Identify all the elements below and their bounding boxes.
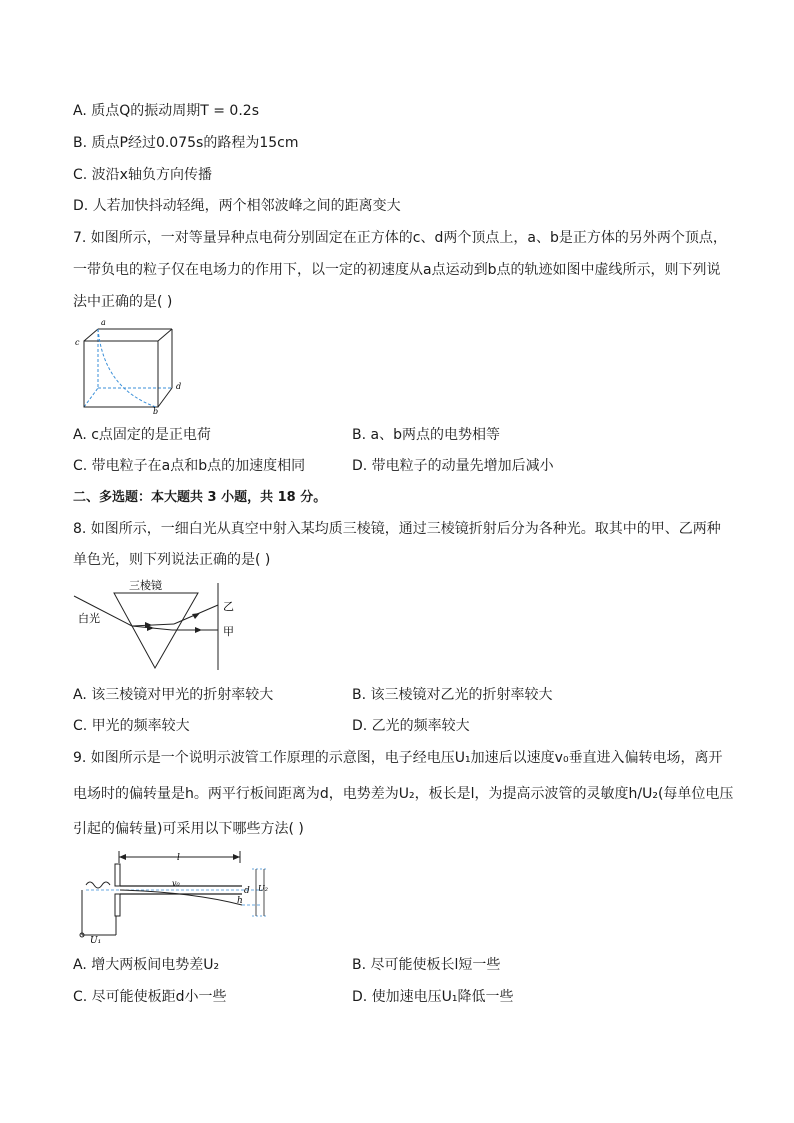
q7-stem-line2: 一带负电的粒子仅在电场力的作用下，以一定的初速度从a点运动到b点的轨迹如图中虚线所示，则下列说 (73, 262, 721, 278)
q9-label-u2: U₂ (258, 884, 268, 893)
q6-option-b: B. 质点P经过0.075s的路程为15cm (73, 135, 299, 151)
q6-option-d: D. 人若加快抖动轻绳，两个相邻波峰之间的距离变大 (73, 198, 401, 214)
q7-option-d: D. 带电粒子的动量先增加后减小 (352, 458, 554, 474)
q8-option-b: B. 该三棱镜对乙光的折射率较大 (352, 687, 553, 703)
q9-stem-line1: 9. 如图所示是一个说明示波管工作原理的示意图，电子经电压U₁加速后以速度v₀垂直进入偏转电场，离开 (73, 750, 723, 766)
q9-oscilloscope-figure (72, 847, 272, 947)
q9-label-u1: U₁ (90, 936, 102, 946)
q7-label-b: b (153, 407, 159, 415)
q9-label-l: l (177, 853, 180, 863)
q7-option-b: B. a、b两点的电势相等 (352, 427, 500, 443)
q8-option-d: D. 乙光的频率较大 (352, 718, 470, 734)
q7-stem-line1: 7. 如图所示，一对等量异种点电荷分别固定在正方体的c、d两个顶点上，a、b是正方体的另外两个顶点， (73, 230, 727, 246)
q7-stem-line3: 法中正确的是( ) (73, 294, 173, 310)
section-heading-multiple-choice: 二、多选题：本大题共 3 小题，共 18 分。 (73, 490, 327, 505)
q6-option-c: C. 波沿x轴负方向传播 (73, 167, 212, 183)
q8-label-prism: 三棱镜 (129, 579, 162, 592)
q9-option-b: B. 尽可能使板长l短一些 (352, 957, 501, 973)
q9-stem-line3: 引起的偏转量)可采用以下哪些方法( ) (73, 821, 304, 837)
q7-label-d: d (176, 382, 182, 391)
q7-cube-figure (72, 315, 192, 415)
q9-option-c: C. 尽可能使板距d小一些 (73, 989, 227, 1005)
q9-option-a: A. 增大两板间电势差U₂ (73, 957, 220, 973)
q7-label-c: c (75, 338, 80, 347)
q8-stem-line2: 单色光，则下列说法正确的是( ) (73, 552, 271, 568)
q8-label-yi: 乙 (223, 600, 234, 613)
q7-option-a: A. c点固定的是正电荷 (73, 427, 211, 443)
q9-stem-line2: 电场时的偏转量是h。两平行板间距离为d，电势差为U₂，板长是l，为提高示波管的灵敏度h/U₂(每单位电压 (73, 786, 734, 802)
q9-label-v0: v₀ (172, 879, 180, 888)
q7-label-a: a (101, 318, 106, 327)
q7-option-c: C. 带电粒子在a点和b点的加速度相同 (73, 458, 306, 474)
q8-label-white-light: 白光 (78, 612, 100, 625)
q6-option-a: A. 质点Q的振动周期T = 0.2s (73, 103, 259, 119)
q8-option-c: C. 甲光的频率较大 (73, 718, 190, 734)
q9-label-h: h (237, 896, 243, 906)
q8-stem-line1: 8. 如图所示，一细白光从真空中射入某均质三棱镜，通过三棱镜折射后分为各种光。取其中的甲、乙两种 (73, 521, 721, 537)
q8-prism-figure (72, 578, 252, 673)
q8-label-jia: 甲 (223, 625, 234, 638)
q9-label-d: d (244, 886, 250, 896)
q8-option-a: A. 该三棱镜对甲光的折射率较大 (73, 687, 274, 703)
q9-option-d: D. 使加速电压U₁降低一些 (352, 989, 514, 1005)
